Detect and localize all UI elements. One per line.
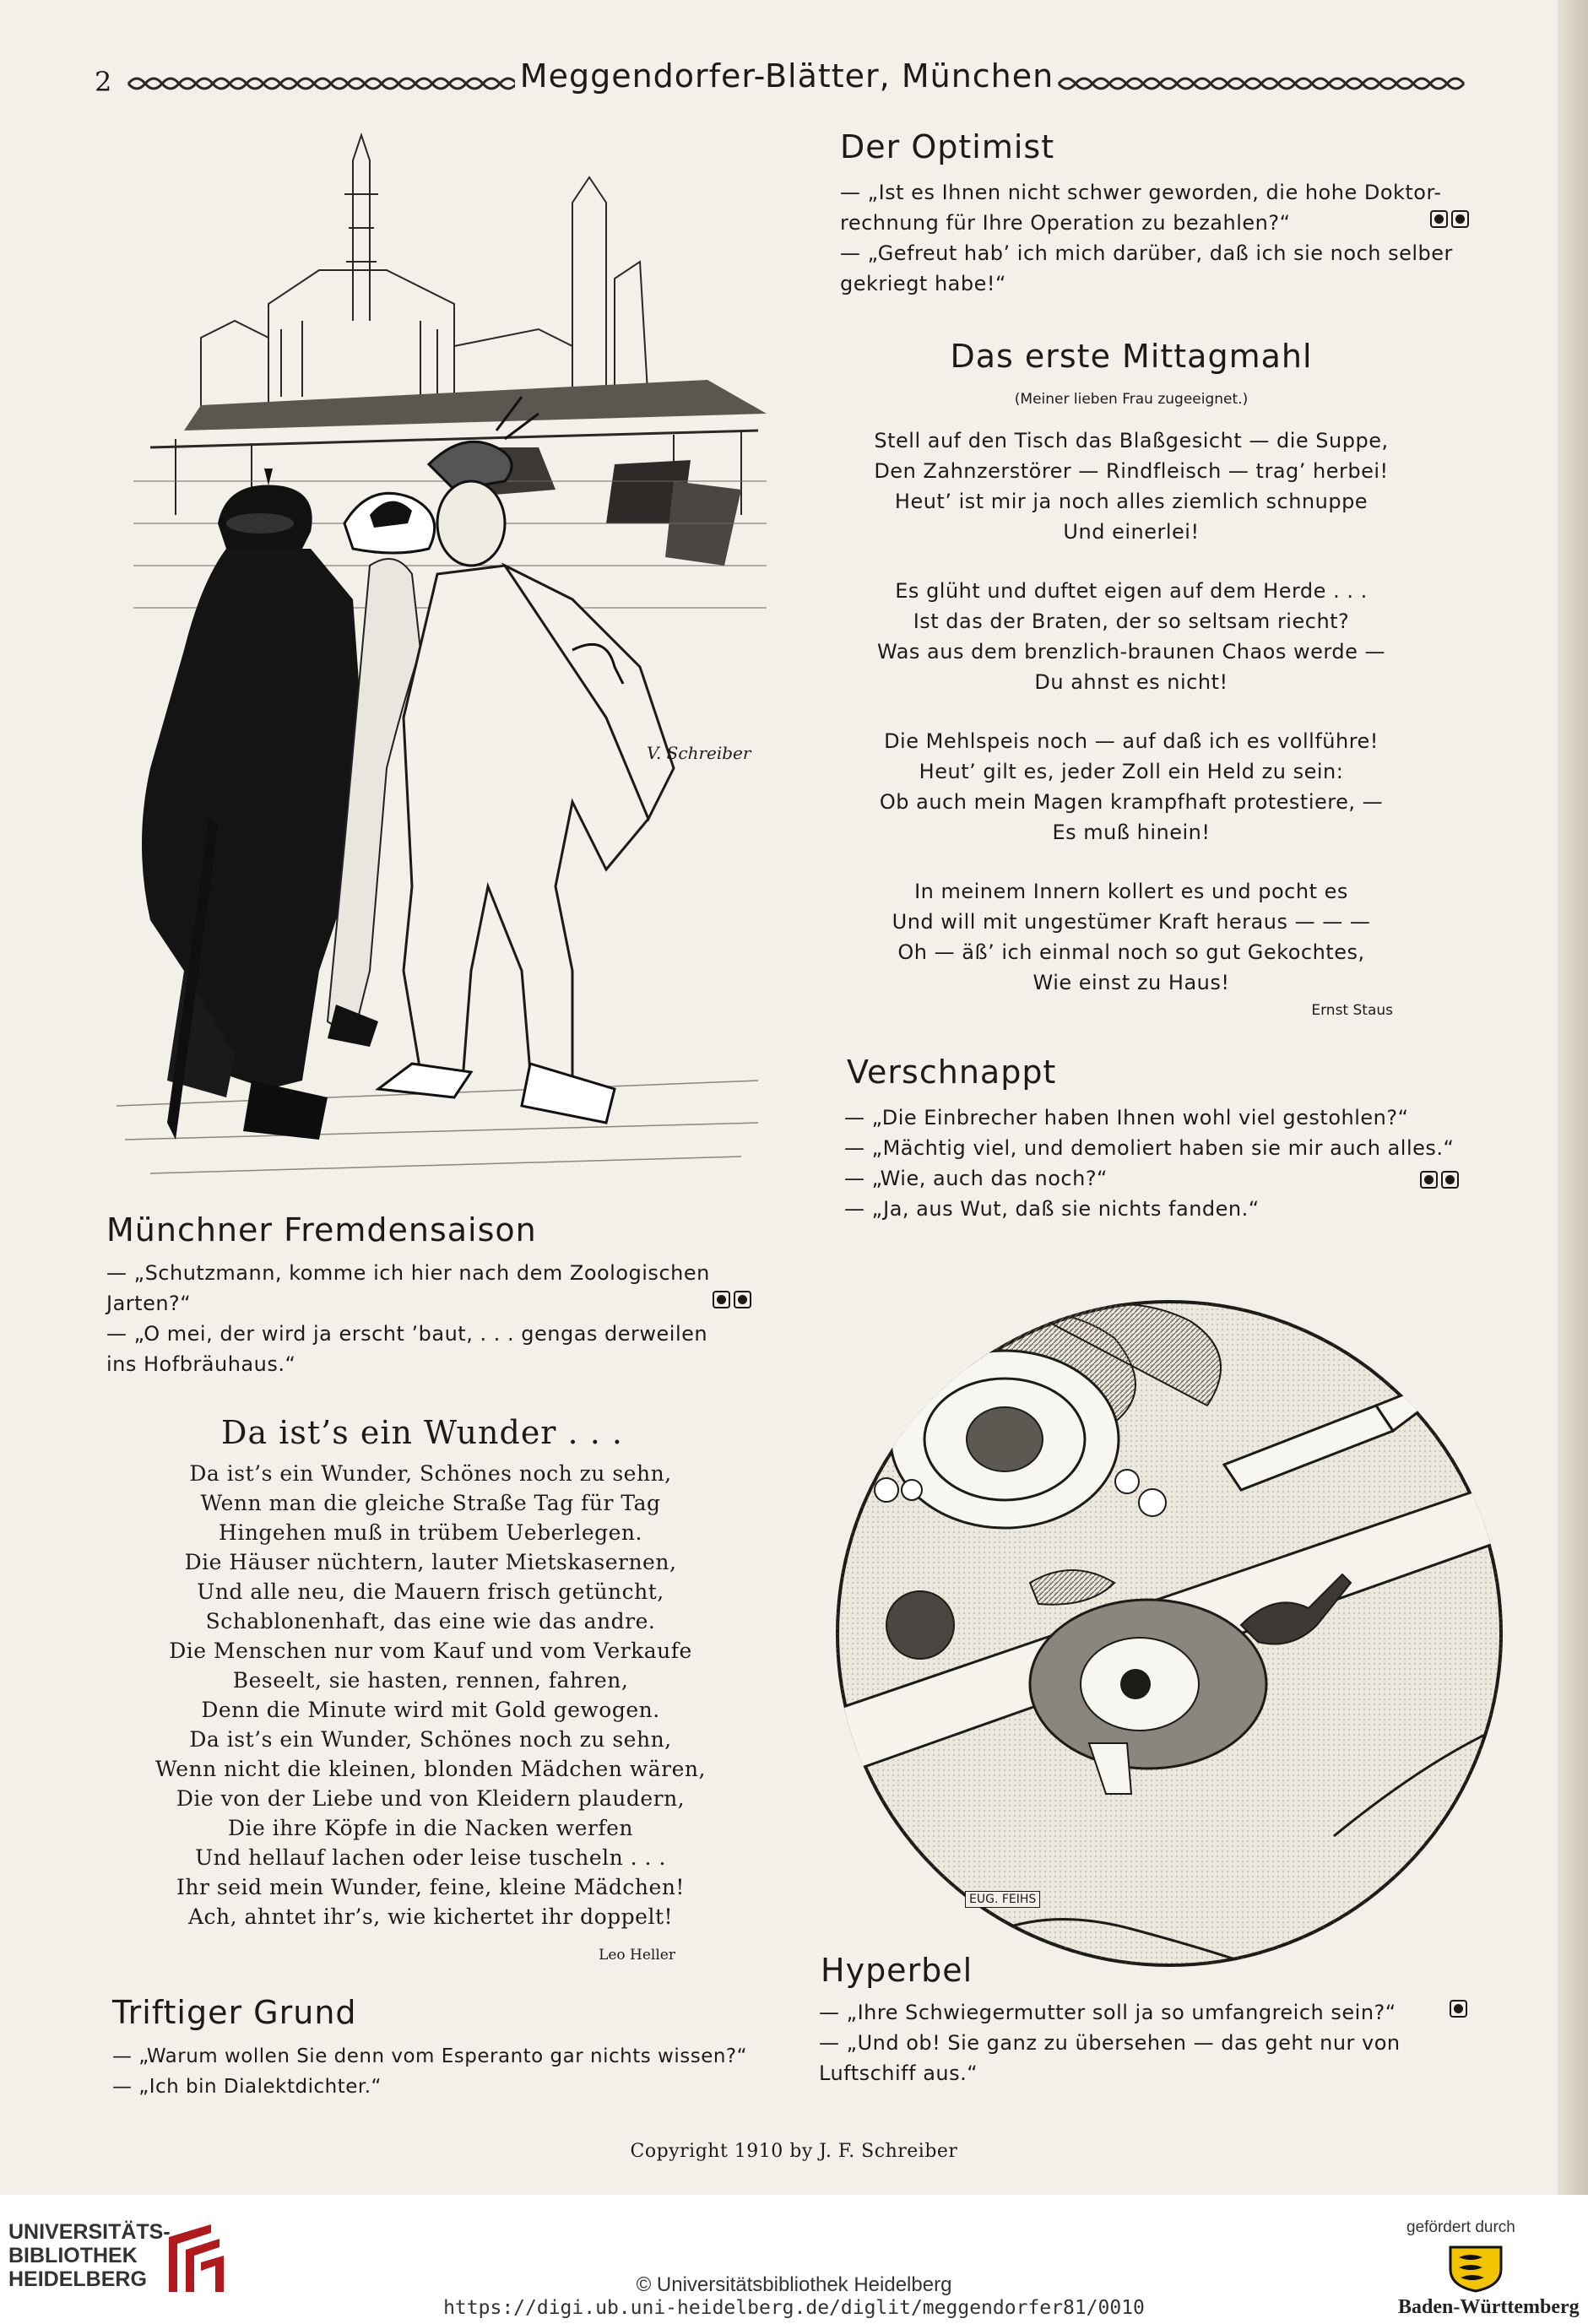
poem-line: Ist das der Braten, der so seltsam riecht?: [913, 609, 1350, 633]
mittagmahl-stanza: [840, 726, 1423, 848]
verschnappt-title: Verschnappt: [847, 1054, 1057, 1091]
triftiger-text: [112, 2041, 771, 2102]
library-name-line: HEIDELBERG: [8, 2267, 147, 2291]
triftiger-title: Triftiger Grund: [112, 1994, 357, 2031]
library-name-line: BIBLIOTHEK: [8, 2244, 138, 2267]
hyperbel-line: Luftschiff aus.“: [819, 2061, 978, 2085]
verschnappt-line: — „Wie, auch das noch?“: [844, 1167, 1108, 1190]
optimist-line: — „Ist es Ihnen nicht schwer geworden, die hohe Doktor-: [840, 181, 1442, 204]
poem-line: Wenn nicht die kleinen, blonden Mädchen wären,: [155, 1757, 706, 1781]
verschnappt-line: — „Die Einbrecher haben Ihnen wohl viel gestohlen?“: [844, 1106, 1409, 1129]
poem-line: Da ist’s ein Wunder, Schönes noch zu sehn,: [189, 1727, 672, 1752]
optimist-title: Der Optimist: [840, 128, 1055, 165]
optimist-line: gekriegt habe!“: [840, 272, 1006, 295]
poem-line: Heut’ gilt es, jeder Zoll ein Held zu sein:: [919, 760, 1344, 783]
poem-line: In meinem Innern kollert es und pocht es: [914, 880, 1348, 903]
mittagmahl-stanza: [840, 576, 1423, 697]
hyperbel-text: [819, 1997, 1477, 2088]
poem-line: Ach, ahntet ihr’s, wie kichertet ihr doppelt!: [187, 1904, 674, 1929]
poem-line: Oh — äß’ ich einmal noch so gut Gekochtes,: [897, 940, 1365, 964]
poem-line: Wie einst zu Haus!: [1032, 971, 1230, 994]
triftiger-line: — „Ich bin Dialektdichter.“: [112, 2076, 382, 2098]
poem-line: Was aus dem brenzlich-braunen Chaos werde —: [877, 640, 1385, 664]
hyperbel-end-mark: [1446, 2000, 1467, 2018]
optimist-line: rechnung für Ihre Operation zu bezahlen?“: [840, 211, 1291, 235]
fremdensaison-line: Jarten?“: [106, 1292, 192, 1315]
poem-line: Es muß hinein!: [1052, 821, 1211, 844]
poem-line: Die Menschen nur vom Kauf und vom Verkaufe: [169, 1639, 692, 1663]
left-illustration-signature: V. Schreiber: [647, 743, 751, 763]
poem-line: Die Häuser nüchtern, lauter Mietskasernen,: [184, 1550, 677, 1574]
verschnappt-line: — „Ja, aus Wut, daß sie nichts fanden.“: [844, 1197, 1260, 1221]
funded-by-label: gefördert durch: [1406, 2218, 1515, 2236]
hyperbel-title: Hyperbel: [821, 1952, 973, 1989]
table-illustration: [836, 1287, 1503, 1988]
verschnappt-line: — „Mächtig viel, und demoliert haben sie mir auch alles.“: [844, 1136, 1455, 1160]
wunder-title: Da ist’s ein Wunder . . .: [221, 1414, 623, 1451]
poem-line: Hingehen muß in trübem Ueberlegen.: [219, 1520, 642, 1545]
page-number: 2: [95, 66, 112, 98]
hyperbel-line: — „Und ob! Sie ganz zu übersehen — das geht nur von: [819, 2031, 1401, 2055]
poem-line: Und einerlei!: [1063, 520, 1200, 544]
poem-line: Es glüht und duftet eigen auf dem Herde . . .: [895, 579, 1368, 603]
viewer-footer: [0, 2195, 1588, 2324]
poem-line: Heut’ ist mir ja noch alles ziemlich schnuppe: [894, 490, 1368, 513]
fremdensaison-title: Münchner Fremdensaison: [106, 1211, 537, 1249]
baden-wuerttemberg-crest-icon: [1445, 2244, 1506, 2293]
mittagmahl-stanza: [840, 876, 1423, 998]
wunder-author: Leo Heller: [599, 1947, 675, 1964]
right-illustration-signature: EUG. FEIHS: [965, 1891, 1040, 1908]
footer-copyright: © Universitätsbibliothek Heidelberg: [636, 2273, 952, 2296]
poem-line: Ihr seid mein Wunder, feine, kleine Mädchen!: [176, 1875, 685, 1899]
poem-line: Die von der Liebe und von Kleidern plaudern,: [176, 1786, 686, 1811]
poem-line: Die Mehlspeis noch — auf daß ich es vollführe!: [884, 729, 1379, 753]
fremdensaison-line: — „O mei, der wird ja erscht ’baut, . . . gengas derweilen: [106, 1322, 708, 1346]
poem-line: Den Zahnzerstörer — Rindfleisch — trag’ herbei!: [874, 459, 1389, 483]
poem-line: Und will mit ungestümer Kraft heraus — — —: [892, 910, 1371, 934]
sponsor-name: Baden-Württemberg: [1398, 2296, 1580, 2318]
poem-line: Beseelt, sie hasten, rennen, fahren,: [232, 1668, 629, 1693]
fremdensaison-text: [106, 1258, 765, 1379]
poem-line: Ob auch mein Magen krampfhaft protestiere, —: [879, 790, 1384, 814]
library-name-line: UNIVERSITÄTS-: [8, 2220, 171, 2244]
poem-line: Und hellauf lachen oder leise tuscheln . . .: [195, 1845, 666, 1870]
hyperbel-line: — „Ihre Schwiegermutter soll ja so umfangreich sein?“: [819, 2001, 1396, 2024]
mittagmahl-author: Ernst Staus: [1311, 1002, 1393, 1019]
optimist-text: [840, 177, 1465, 299]
optimist-line: — „Gefreut hab’ ich mich darüber, daß ich sie noch selber: [840, 241, 1453, 265]
header-ornament-right: [1057, 73, 1471, 95]
page-url-link[interactable]: https://digi.ub.uni-heidelberg.de/diglit/meggendorfer81/0010: [443, 2297, 1145, 2319]
poem-line: Die ihre Köpfe in die Nacken werfen: [228, 1816, 633, 1840]
policeman-illustration: [100, 127, 792, 1190]
poem-line: Schablonenhaft, das eine wie das andre.: [205, 1609, 656, 1633]
mittagmahl-stanza: [840, 425, 1423, 547]
fremdensaison-end-mark: [709, 1291, 751, 1308]
poem-line: Denn die Minute wird mit Gold gewogen.: [201, 1698, 660, 1722]
optimist-end-mark: [1427, 210, 1469, 228]
poem-line: Da ist’s ein Wunder, Schönes noch zu sehn,: [189, 1461, 672, 1486]
poem-line: Wenn man die gleiche Straße Tag für Tag: [200, 1491, 661, 1515]
wunder-poem: [127, 1459, 734, 1931]
fremdensaison-line: ins Hofbräuhaus.“: [106, 1352, 296, 1376]
triftiger-line: — „Warum wollen Sie denn vom Esperanto gar nichts wissen?“: [112, 2045, 748, 2067]
mittagmahl-title: Das erste Mittagmahl: [950, 338, 1313, 375]
header-ornament-left: [127, 73, 515, 95]
fremdensaison-line: — „Schutzmann, komme ich hier nach dem Zoologischen: [106, 1261, 710, 1285]
mittagmahl-dedication: (Meiner lieben Frau zugeeignet.): [1014, 391, 1249, 408]
copyright-line: Copyright 1910 by J. F. Schreiber: [630, 2141, 958, 2162]
verschnappt-end-mark: [1417, 1171, 1459, 1189]
poem-line: Du ahnst es nicht!: [1034, 670, 1228, 694]
verschnappt-text: [844, 1102, 1469, 1224]
poem-line: Und alle neu, die Mauern frisch getüncht,: [197, 1579, 664, 1604]
poem-line: Stell auf den Tisch das Blaßgesicht — die Suppe,: [874, 429, 1389, 452]
mittagmahl-poem: [840, 425, 1423, 998]
magazine-title: Meggendorfer-Blätter, München: [519, 57, 1054, 95]
